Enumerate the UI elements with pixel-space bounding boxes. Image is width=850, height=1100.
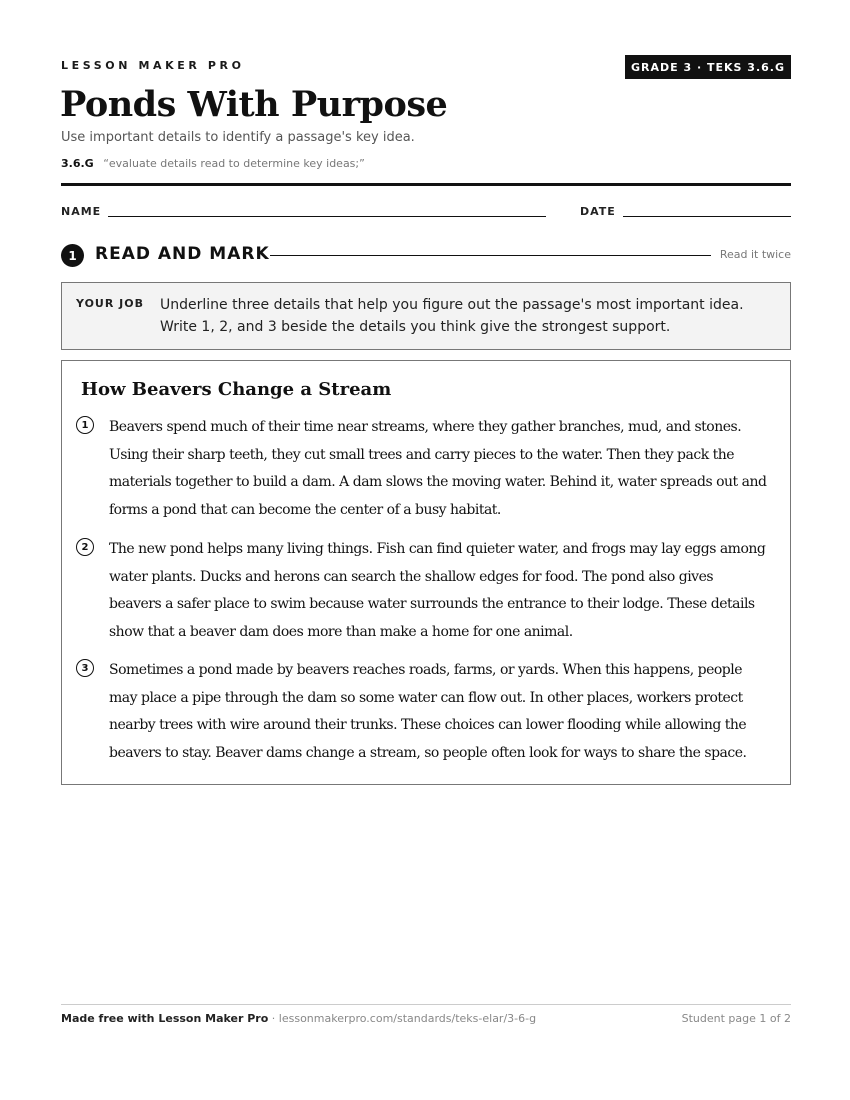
- paragraph-number-icon: 3: [76, 659, 94, 677]
- section-title: READ AND MARK: [95, 244, 270, 264]
- grade-badge: GRADE 3 · TEKS 3.6.G: [625, 55, 791, 79]
- name-label: NAME: [61, 205, 102, 218]
- worksheet-page: [61, 0, 791, 1100]
- date-field[interactable]: [623, 216, 791, 217]
- paragraph-number-icon: 2: [76, 538, 94, 556]
- page-title: Ponds With Purpose: [60, 84, 448, 125]
- brand-name: LESSON MAKER PRO: [61, 59, 245, 72]
- date-label: DATE: [580, 205, 616, 218]
- paragraph-number-icon: 1: [76, 416, 94, 434]
- header-divider: [61, 183, 791, 186]
- paragraph-text: Beavers spend much of their time near streams, where they gather branches, mud, and stones. Using their sharp teeth, they cut small trees and carry pieces to the water. Then they pack the materials together to build a dam. A dam slows the moving water. Behind it, water spreads out and forms a pond that can become the center of a busy habitat.: [109, 419, 767, 518]
- section-number-badge: 1: [61, 244, 84, 267]
- footer-credit: [61, 1012, 536, 1025]
- paragraph-text: Sometimes a pond made by beavers reaches roads, farms, or yards. When this happens, people may place a pipe through the dam so some water can flow out. In other places, workers protect nearby trees with wire around their trunks. These choices can lower flooding while allowing the beavers to stay. Beaver dams change a stream, so people often look for ways to share the space.: [109, 662, 747, 761]
- standard-line: [61, 157, 365, 170]
- section-note: Read it twice: [719, 248, 791, 261]
- passage-title: How Beavers Change a Stream: [81, 379, 392, 400]
- footer-url-link[interactable]: lessonmakerpro.com/standards/teks-elar/3-6-g: [278, 1012, 537, 1025]
- page-subtitle: Use important details to identify a passage's key idea.: [61, 130, 415, 145]
- instructions-label: YOUR JOB: [76, 297, 144, 310]
- footer-separator: ·: [268, 1012, 279, 1025]
- section-divider: [270, 255, 711, 256]
- name-field[interactable]: [108, 216, 546, 217]
- footer-made-with: Made free with Lesson Maker Pro: [61, 1012, 269, 1025]
- standard-code: 3.6.G: [61, 157, 94, 170]
- footer-divider: [61, 1004, 791, 1005]
- paragraph-text: The new pond helps many living things. Fish can find quieter water, and frogs may lay eggs among water plants. Ducks and herons can search the shallow edges for food. The pond also gives beavers a safer place to swim because water surrounds the entrance to their lodge. These details show that a beaver dam does more than make a home for one animal.: [109, 541, 766, 640]
- instructions-text: Underline three details that help you figure out the passage's most important idea. Write 1, 2, and 3 beside the details you think give the strongest support.: [160, 297, 744, 335]
- footer-page-number: Student page 1 of 2: [681, 1012, 791, 1025]
- passage-box: [61, 360, 791, 785]
- standard-quote: “evaluate details read to determine key ideas;”: [103, 157, 365, 170]
- instructions-box: [61, 282, 791, 350]
